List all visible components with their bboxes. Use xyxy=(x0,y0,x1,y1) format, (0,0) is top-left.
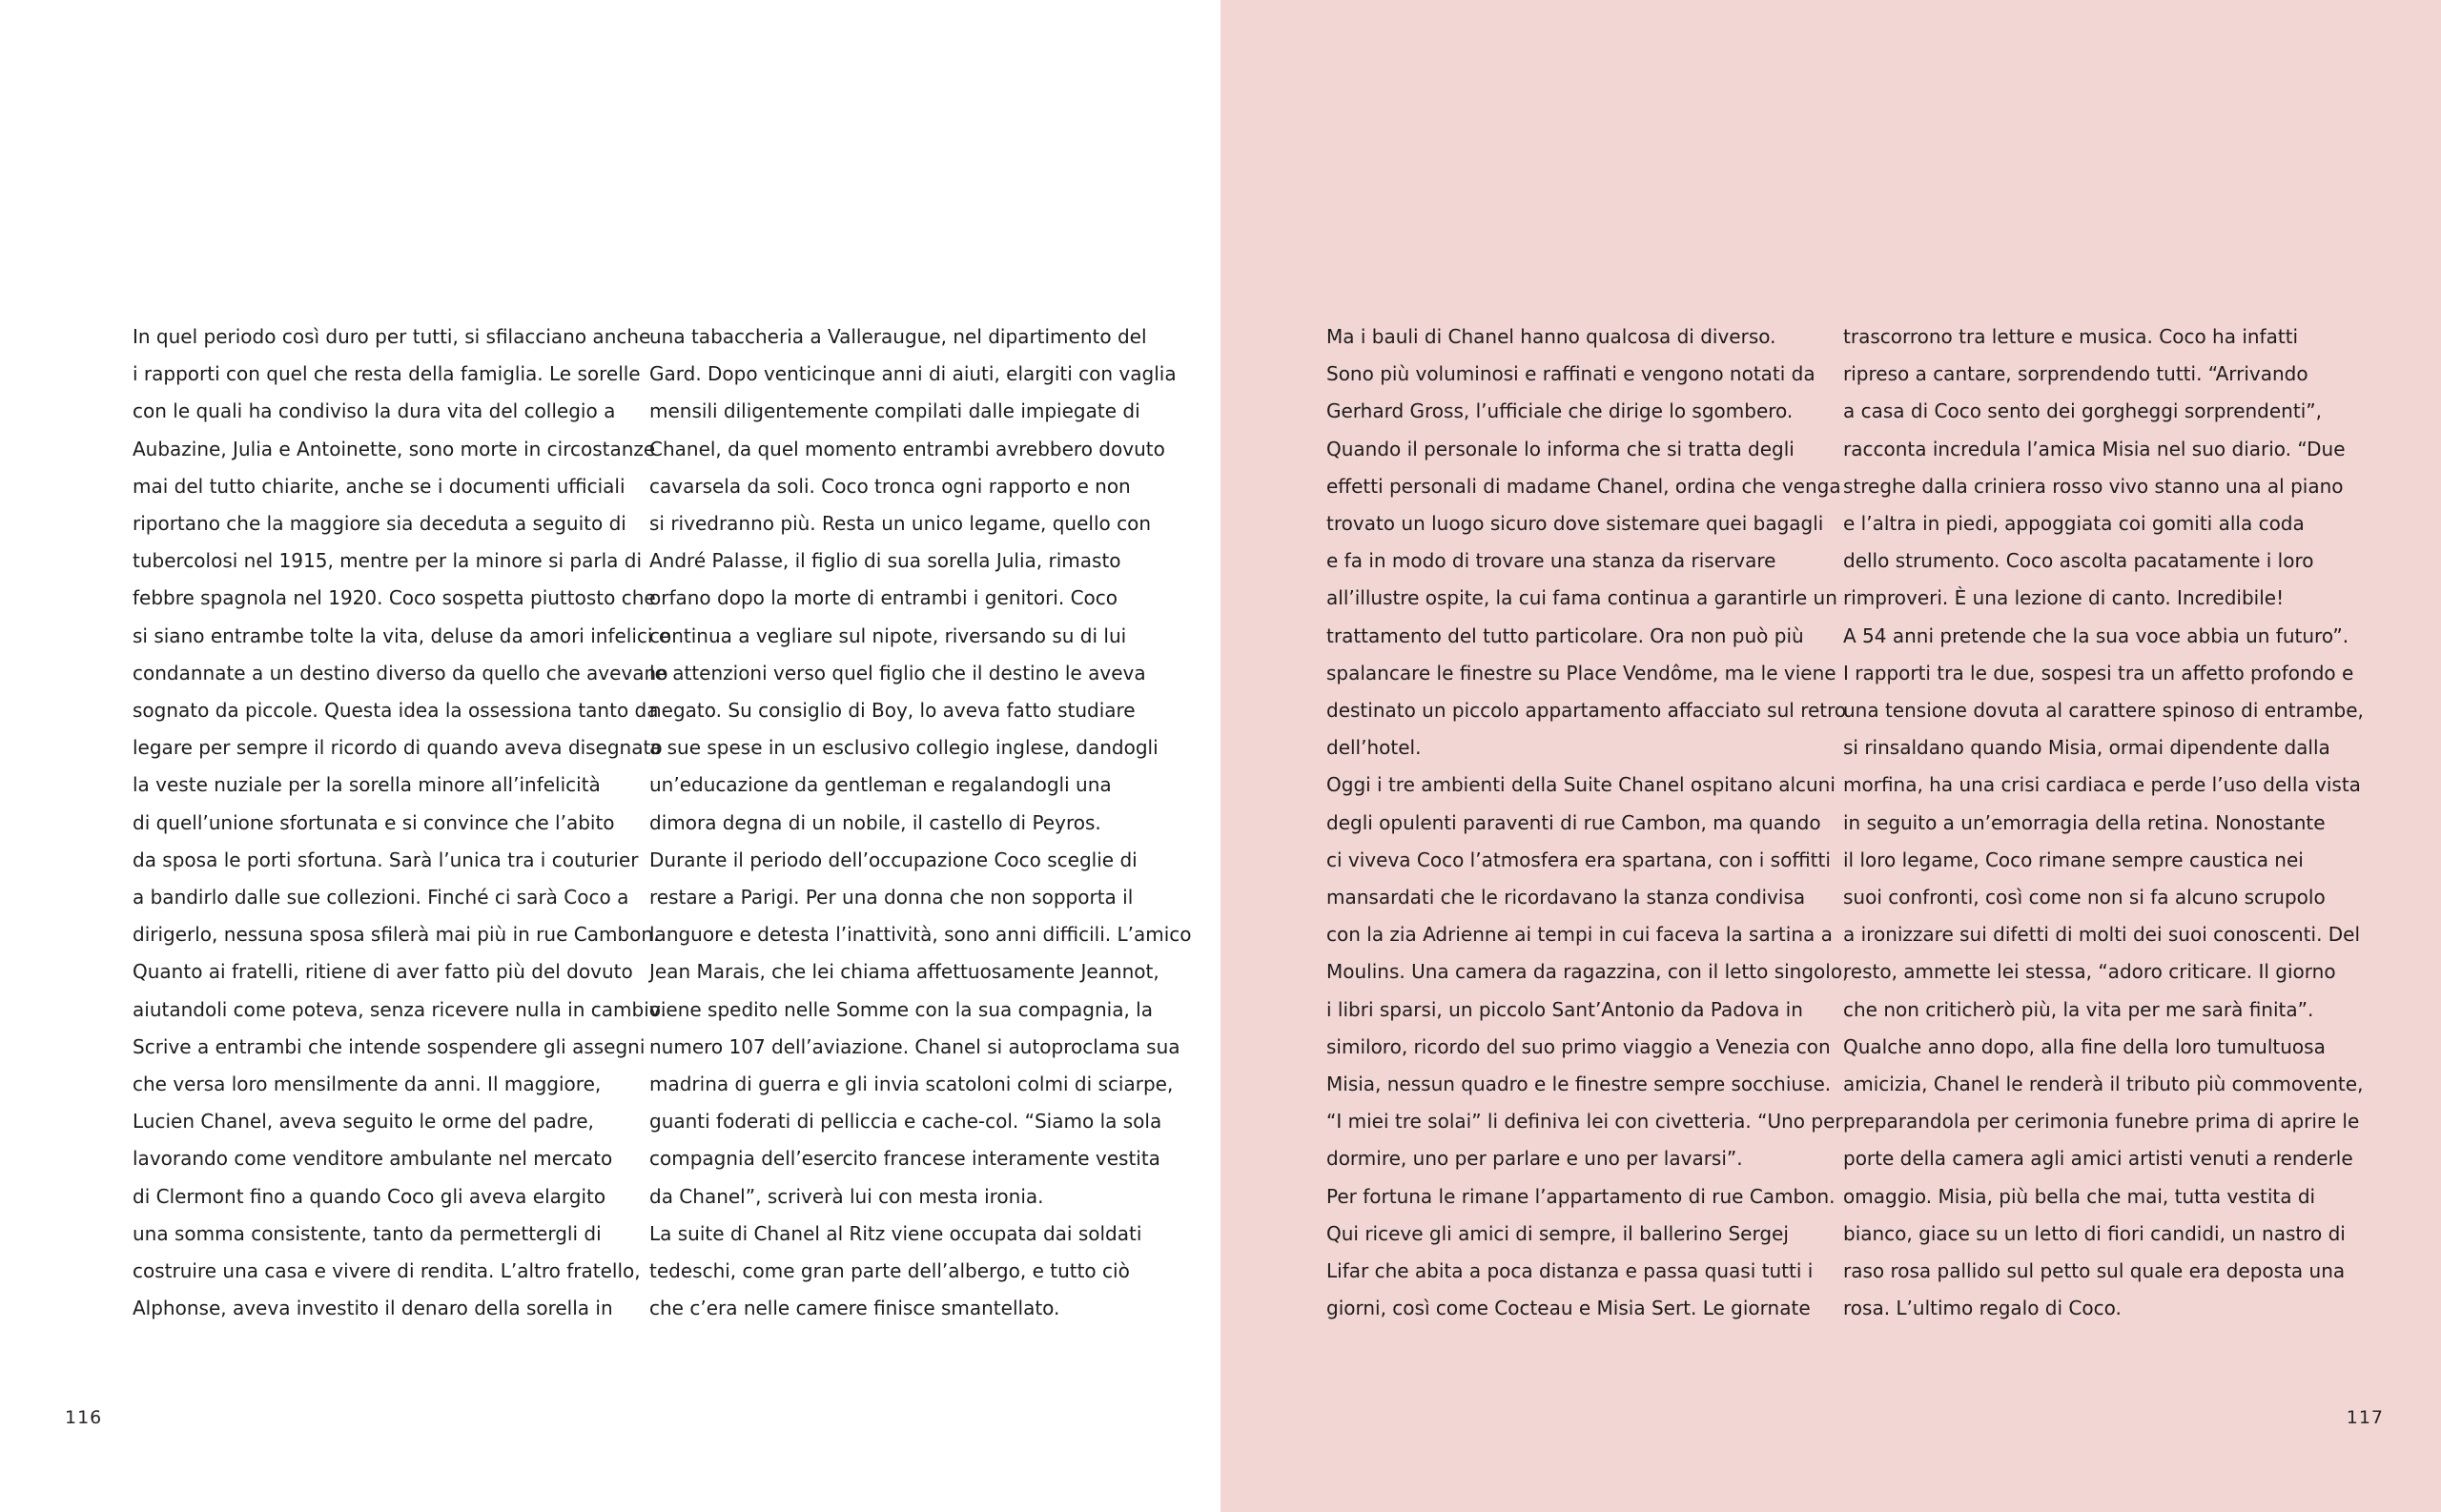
text-line: si siano entrambe tolte la vita, deluse da amori infelici e xyxy=(133,623,671,647)
text-line: i rapporti con quel che resta della famiglia. Le sorelle xyxy=(133,362,641,386)
text-line: ripreso a cantare, sorprendendo tutti. “Arrivando xyxy=(1843,362,2308,386)
text-column-4 xyxy=(1843,318,2364,1327)
page-number-right: 117 xyxy=(2346,1407,2384,1428)
text-line: mansardati che le ricordavano la stanza condivisa xyxy=(1326,886,1806,909)
text-line: e l’altra in piedi, appoggiata coi gomiti alla coda xyxy=(1843,512,2305,536)
text-line: Ma i bauli di Chanel hanno qualcosa di diverso. xyxy=(1326,325,1776,348)
text-line: bianco, giace su un letto di fiori candidi, un nastro di xyxy=(1843,1221,2346,1245)
text-line: Moulins. Una camera da ragazzina, con il letto singolo, xyxy=(1326,960,1849,984)
text-line: destinato un piccolo appartamento affacciato sul retro xyxy=(1326,699,1847,723)
page-number-left: 116 xyxy=(65,1407,103,1428)
text-line: si rinsaldano quando Misia, ormai dipendente dalla xyxy=(1843,736,2330,760)
text-line: tubercolosi nel 1915, mentre per la minore si parla di xyxy=(133,549,642,573)
text-line: Oggi i tre ambienti della Suite Chanel ospitano alcuni xyxy=(1326,773,1836,797)
text-line: Lifar che abita a poca distanza e passa quasi tutti i xyxy=(1326,1259,1814,1283)
text-line: rimproveri. È una lezione di canto. Incredibile! xyxy=(1843,586,2285,610)
text-line: streghe dalla criniera rosso vivo stanno una al piano xyxy=(1843,474,2344,498)
text-line: in seguito a un’emorragia della retina. Nonostante xyxy=(1843,810,2326,834)
text-line: Quanto ai fratelli, ritiene di aver fatto più del dovuto xyxy=(133,960,633,984)
text-line: effetti personali di madame Chanel, ordina che venga xyxy=(1326,474,1841,498)
text-line: similoro, ricordo del suo primo viaggio a Venezia con xyxy=(1326,1034,1831,1058)
text-line: Durante il periodo dell’occupazione Coco sceglie di xyxy=(649,848,1138,871)
text-line: languore e detesta l’inattività, sono anni difficili. L’amico xyxy=(649,923,1192,947)
text-line: morfina, ha una crisi cardiaca e perde l’uso della vista xyxy=(1843,773,2361,797)
text-line: dormire, uno per parlare e uno per lavarsi”. xyxy=(1326,1147,1743,1171)
text-line: La suite di Chanel al Ritz viene occupata dai soldati xyxy=(649,1221,1142,1245)
text-line: riportano che la maggiore sia deceduta a seguito di xyxy=(133,512,626,536)
text-line: da sposa le porti sfortuna. Sarà l’unica tra i couturier xyxy=(133,848,639,871)
text-line: Jean Marais, che lei chiama affettuosamente Jeannot, xyxy=(649,960,1159,984)
text-line: costruire una casa e vivere di rendita. L’altro fratello, xyxy=(133,1259,641,1283)
text-line: giorni, così come Cocteau e Misia Sert. Le giornate xyxy=(1326,1297,1811,1320)
text-line: suoi confronti, così come non si fa alcuno scrupolo xyxy=(1843,886,2326,909)
left-page xyxy=(0,0,1220,1512)
text-column-3 xyxy=(1326,318,1849,1327)
text-line: di quell’unione sfortunata e si convince che l’abito xyxy=(133,810,615,834)
text-line: all’illustre ospite, la cui fama continua a garantirle un xyxy=(1326,586,1837,610)
text-line: lavorando come venditore ambulante nel mercato xyxy=(133,1147,613,1171)
text-line: sognato da piccole. Questa idea la ossessiona tanto da xyxy=(133,699,659,723)
text-line: dimora degna di un nobile, il castello di Peyros. xyxy=(649,810,1101,834)
text-line: In quel periodo così duro per tutti, si sfilacciano anche xyxy=(133,325,651,348)
text-line: ci viveva Coco l’atmosfera era spartana, con i soffitti xyxy=(1326,848,1831,871)
text-line: Gard. Dopo venticinque anni di aiuti, elargiti con vaglia xyxy=(649,362,1177,386)
text-line: restare a Parigi. Per una donna che non sopporta il xyxy=(649,886,1134,909)
text-line: una tensione dovuta al carattere spinoso di entrambe, xyxy=(1843,699,2364,723)
text-line: dirigerlo, nessuna sposa sfilerà mai più in rue Cambon. xyxy=(133,923,660,947)
text-line: legare per sempre il ricordo di quando aveva disegnato xyxy=(133,736,663,760)
text-line: mensili diligentemente compilati dalle impiegate di xyxy=(649,399,1140,423)
text-line: un’educazione da gentleman e regalandogli una xyxy=(649,773,1112,797)
text-line: la veste nuziale per la sorella minore all’infelicità xyxy=(133,773,601,797)
text-line: tedeschi, come gran parte dell’albergo, e tutto ciò xyxy=(649,1259,1130,1283)
text-line: A 54 anni pretende che la sua voce abbia un futuro”. xyxy=(1843,623,2349,647)
right-page xyxy=(1220,0,2441,1512)
text-line: una tabaccheria a Valleraugue, nel dipartimento del xyxy=(649,325,1147,348)
text-line: Per fortuna le rimane l’appartamento di rue Cambon. xyxy=(1326,1184,1836,1208)
text-line: guanti foderati di pelliccia e cache-col. “Siamo la sola xyxy=(649,1110,1162,1134)
text-line: dello strumento. Coco ascolta pacatamente i loro xyxy=(1843,549,2314,573)
text-line: numero 107 dell’aviazione. Chanel si autoproclama sua xyxy=(649,1034,1180,1058)
text-line: e fa in modo di trovare una stanza da riservare xyxy=(1326,549,1776,573)
text-line: degli opulenti paraventi di rue Cambon, ma quando xyxy=(1326,810,1821,834)
text-line: i libri sparsi, un piccolo Sant’Antonio da Padova in xyxy=(1326,997,1803,1021)
text-line: viene spedito nelle Somme con la sua compagnia, la xyxy=(649,997,1153,1021)
text-column-1 xyxy=(133,318,671,1327)
text-column-2 xyxy=(649,318,1192,1327)
text-line: preparandola per cerimonia funebre prima di aprire le xyxy=(1843,1110,2360,1134)
text-line: continua a vegliare sul nipote, riversando su di lui xyxy=(649,623,1127,647)
text-line: che versa loro mensilmente da anni. Il maggiore, xyxy=(133,1073,602,1096)
text-line: compagnia dell’esercito francese interamente vestita xyxy=(649,1147,1160,1171)
text-line: trovato un luogo sicuro dove sistemare quei bagagli xyxy=(1326,512,1824,536)
text-line: aiutandoli come poteva, senza ricevere nulla in cambio. xyxy=(133,997,667,1021)
text-line: Gerhard Gross, l’ufficiale che dirige lo sgombero. xyxy=(1326,399,1794,423)
text-line: Quando il personale lo informa che si tratta degli xyxy=(1326,437,1795,460)
text-line: cavarsela da soli. Coco tronca ogni rapporto e non xyxy=(649,474,1131,498)
text-line: André Palasse, il figlio di sua sorella Julia, rimasto xyxy=(649,549,1121,573)
text-line: condannate a un destino diverso da quello che avevano xyxy=(133,661,668,684)
text-line: raso rosa pallido sul petto sul quale era deposta una xyxy=(1843,1259,2346,1283)
text-line: le attenzioni verso quel figlio che il destino le aveva xyxy=(649,661,1146,684)
text-line: Qui riceve gli amici di sempre, il ballerino Sergej xyxy=(1326,1221,1789,1245)
text-line: febbre spagnola nel 1920. Coco sospetta piuttosto che xyxy=(133,586,656,610)
text-line: Sono più voluminosi e raffinati e vengono notati da xyxy=(1326,362,1815,386)
text-line: negato. Su consiglio di Boy, lo aveva fatto studiare xyxy=(649,699,1136,723)
text-line: resto, ammette lei stessa, “adoro criticare. Il giorno xyxy=(1843,960,2336,984)
text-line: a casa di Coco sento dei gorgheggi sorprendenti”, xyxy=(1843,399,2322,423)
text-line: a bandirlo dalle sue collezioni. Finché ci sarà Coco a xyxy=(133,886,629,909)
text-line: Lucien Chanel, aveva seguito le orme del padre, xyxy=(133,1110,594,1134)
text-line: da Chanel”, scriverà lui con mesta ironia. xyxy=(649,1184,1044,1208)
text-line: rosa. L’ultimo regalo di Coco. xyxy=(1843,1297,2122,1320)
text-line: amicizia, Chanel le renderà il tributo più commovente, xyxy=(1843,1073,2364,1096)
text-line: orfano dopo la morte di entrambi i genitori. Coco xyxy=(649,586,1118,610)
text-line: spalancare le finestre su Place Vendôme, ma le viene xyxy=(1326,661,1836,684)
text-line: Alphonse, aveva investito il denaro della sorella in xyxy=(133,1297,613,1320)
text-line: che non criticherò più, la vita per me sarà finita”. xyxy=(1843,997,2314,1021)
text-line: racconta incredula l’amica Misia nel suo diario. “Due xyxy=(1843,437,2346,460)
text-line: con la zia Adrienne ai tempi in cui faceva la sartina a xyxy=(1326,923,1833,947)
text-line: madrina di guerra e gli invia scatoloni colmi di sciarpe, xyxy=(649,1073,1174,1096)
text-line: Qualche anno dopo, alla fine della loro tumultuosa xyxy=(1843,1034,2326,1058)
text-line: I rapporti tra le due, sospesi tra un affetto profondo e xyxy=(1843,661,2354,684)
text-line: una somma consistente, tanto da permettergli di xyxy=(133,1221,602,1245)
text-line: Misia, nessun quadro e le finestre sempre socchiuse. xyxy=(1326,1073,1832,1096)
text-line: “I miei tre solai” li definiva lei con civetteria. “Uno per xyxy=(1326,1110,1843,1134)
text-line: mai del tutto chiarite, anche se i documenti ufficiali xyxy=(133,474,626,498)
text-line: trascorrono tra letture e musica. Coco ha infatti xyxy=(1843,325,2299,348)
text-line: omaggio. Misia, più bella che mai, tutta vestita di xyxy=(1843,1184,2316,1208)
text-line: che c’era nelle camere finisce smantellato. xyxy=(649,1297,1060,1320)
text-line: dell’hotel. xyxy=(1326,736,1422,760)
text-line: Scrive a entrambi che intende sospendere gli assegni xyxy=(133,1034,646,1058)
text-line: con le quali ha condiviso la dura vita del collegio a xyxy=(133,399,616,423)
text-line: Chanel, da quel momento entrambi avrebbero dovuto xyxy=(649,437,1165,460)
text-line: porte della camera agli amici artisti venuti a renderle xyxy=(1843,1147,2353,1171)
text-line: Aubazine, Julia e Antoinette, sono morte in circostanze xyxy=(133,437,656,460)
text-line: il loro legame, Coco rimane sempre caustica nei xyxy=(1843,848,2304,871)
text-line: a sue spese in un esclusivo collegio inglese, dandogli xyxy=(649,736,1159,760)
text-line: di Clermont fino a quando Coco gli aveva elargito xyxy=(133,1184,606,1208)
text-line: trattamento del tutto particolare. Ora non può più xyxy=(1326,623,1804,647)
text-line: a ironizzare sui difetti di molti dei suoi conoscenti. Del xyxy=(1843,923,2361,947)
text-line: si rivedranno più. Resta un unico legame, quello con xyxy=(649,512,1152,536)
